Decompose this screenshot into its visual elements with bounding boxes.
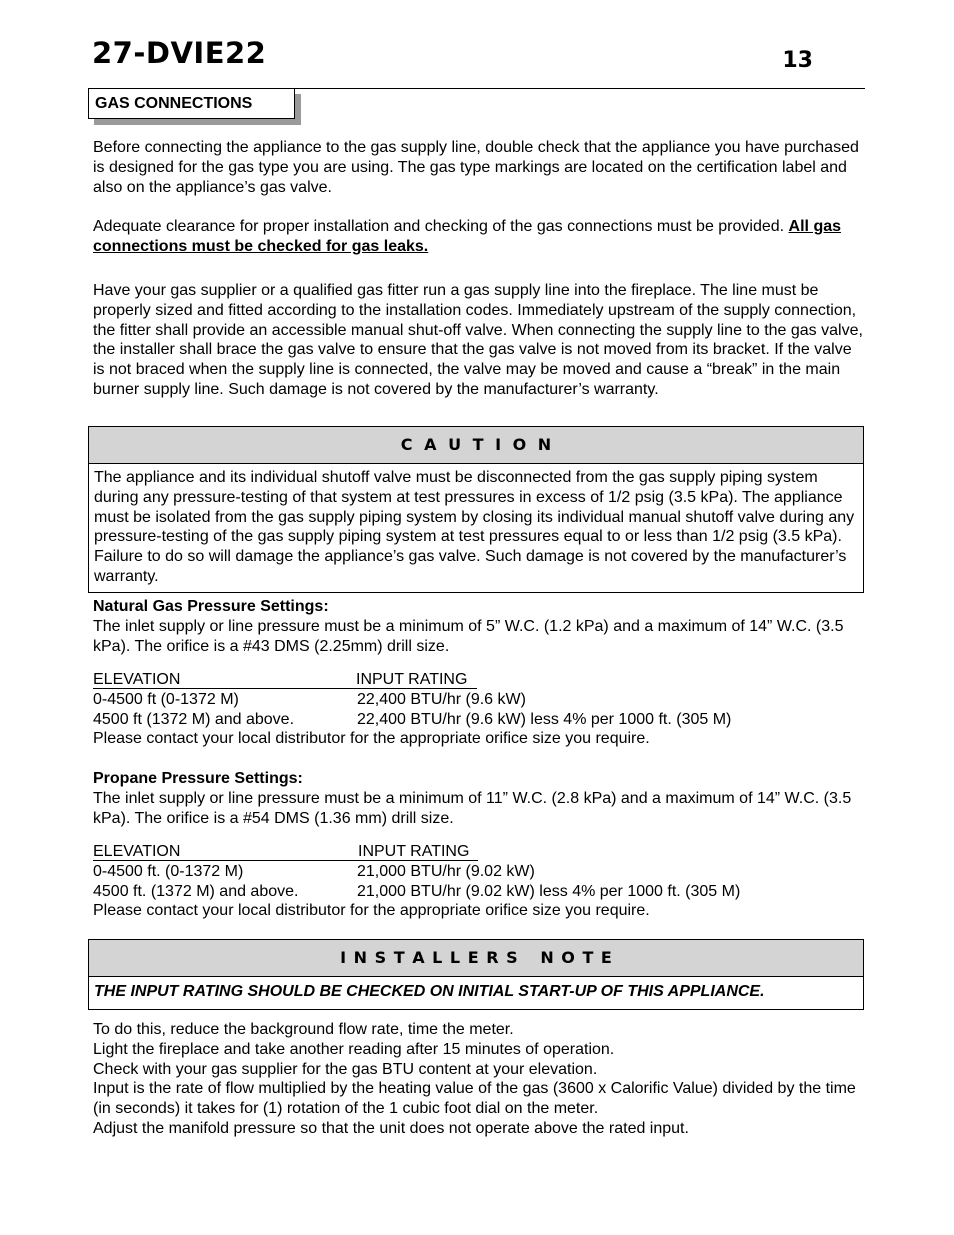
caution-box <box>88 426 864 593</box>
intro-paragraph-3: Have your gas supplier or a qualified gas fitter run a gas supply line into the fireplace. The line must be properly sized and fitted according to the installation codes. Immediately upstream of the supply connection, the fitter shall provide an accessible manual shut-off valve. When connecting the supply line to the gas valve, the installer shall brace the gas valve to ensure that the gas valve is not moved from its bracket. If the valve is not braced when the supply line is connected, the valve may be moved and cause a “break” in the main burner supply line. Such damage is not covered by the manufacturer’s warranty. <box>93 282 863 398</box>
table-row <box>93 690 853 710</box>
elevation-cell: 4500 ft. (1372 M) and above. <box>93 882 299 900</box>
intro-paragraph-2-text: Adequate clearance for proper installation and checking of the gas connections must be provided. <box>93 218 789 235</box>
distributor-note <box>93 901 853 921</box>
propane-note: Please contact your local distributor for the appropriate orifice size you require. <box>93 902 650 920</box>
table-row <box>93 710 853 730</box>
section-title: GAS CONNECTIONS <box>88 88 295 119</box>
table-row <box>93 882 853 902</box>
elevation-cell: 0-4500 ft. (0-1372 M) <box>93 862 244 880</box>
elevation-header: ELEVATION <box>93 843 181 860</box>
instructions-block <box>93 1020 863 1139</box>
natural-gas-text: The inlet supply or line pressure must be a minimum of 5” W.C. (1.2 kPa) and a maximum of 14” W.C. (3.5 kPa). The orifice is a #43 DMS (2.25mm) drill size. <box>93 618 844 655</box>
intro-paragraph-2 <box>93 217 863 257</box>
propane-heading: Propane Pressure Settings: <box>93 770 303 787</box>
instruction-line: Adjust the manifold pressure so that the unit does not operate above the rated input. <box>93 1119 689 1137</box>
input-rating-header: INPUT RATING <box>356 671 468 688</box>
page-number: 13 <box>782 48 813 73</box>
propane-table <box>93 842 853 921</box>
instruction-line: Input is the rate of flow multiplied by the heating value of the gas (3600 x Calorific Value) divided by the time (in seconds) it takes for (1) rotation of the 1 cubic foot dial on the meter. <box>93 1080 856 1118</box>
natural-gas-table <box>93 670 853 749</box>
propane-text: The inlet supply or line pressure must be a minimum of 11” W.C. (2.8 kPa) and a maximum of 14” W.C. (3.5 kPa). The orifice is a #54 DMS (1.36 mm) drill size. <box>93 790 852 827</box>
model-title: 27-DVIE22 <box>92 36 267 70</box>
leak-check-warning: All gas connections must be checked for gas leaks. <box>93 218 842 255</box>
installers-note-box <box>88 939 864 1010</box>
rating-cell: 21,000 BTU/hr (9.02 kW) <box>357 862 535 880</box>
instruction-line: To do this, reduce the background flow rate, time the meter. <box>93 1021 514 1038</box>
table-row <box>93 862 853 882</box>
installers-note-title: I N S T A L L E R S N O T E <box>89 940 863 977</box>
instruction-line: Check with your gas supplier for the gas BTU content at your elevation. <box>93 1060 598 1078</box>
elevation-cell: 0-4500 ft (0-1372 M) <box>93 690 239 708</box>
input-rating-header: INPUT RATING <box>358 843 470 860</box>
distributor-note <box>93 729 853 749</box>
elevation-header: ELEVATION <box>93 671 181 688</box>
rating-cell: 21,000 BTU/hr (9.02 kW) less 4% per 1000 ft. (305 M) <box>357 882 741 900</box>
page-header <box>92 36 865 89</box>
elevation-cell: 4500 ft (1372 M) and above. <box>93 710 295 728</box>
natural-gas-heading: Natural Gas Pressure Settings: <box>93 598 329 615</box>
section-heading-box <box>88 88 295 119</box>
natural-gas-table-header <box>93 670 853 690</box>
intro-paragraph-1: Before connecting the appliance to the gas supply line, double check that the appliance you have purchased is designed for the gas type you are using. The gas type markings are located on the certification label and also on the appliance’s gas valve. <box>93 139 859 196</box>
instruction-line: Light the fireplace and take another reading after 15 minutes of operation. <box>93 1040 615 1058</box>
installers-note-body: THE INPUT RATING SHOULD BE CHECKED ON INITIAL START-UP OF THIS APPLIANCE. <box>94 983 765 1000</box>
rating-cell: 22,400 BTU/hr (9.6 kW) <box>357 690 526 708</box>
natural-gas-note: Please contact your local distributor for the appropriate orifice size you require. <box>93 730 650 748</box>
caution-title: C A U T I O N <box>89 427 863 464</box>
propane-table-header <box>93 842 853 862</box>
rating-cell: 22,400 BTU/hr (9.6 kW) less 4% per 1000 ft. (305 M) <box>357 710 732 728</box>
caution-body: The appliance and its individual shutoff valve must be disconnected from the gas supply piping system during any pressure-testing of that system at test pressures in excess of 1/2 psig (3.5 kPa). The appliance must be isolated from the gas supply piping system by closing its individual manual shutoff valve during any pressure-testing of the gas supply piping system at test pressures equal to or less than 1/2 psig (3.5 kPa). Failure to do so will damage the appliance’s gas valve. Such damage is not covered by the manufacturer’s warranty. <box>94 469 855 585</box>
